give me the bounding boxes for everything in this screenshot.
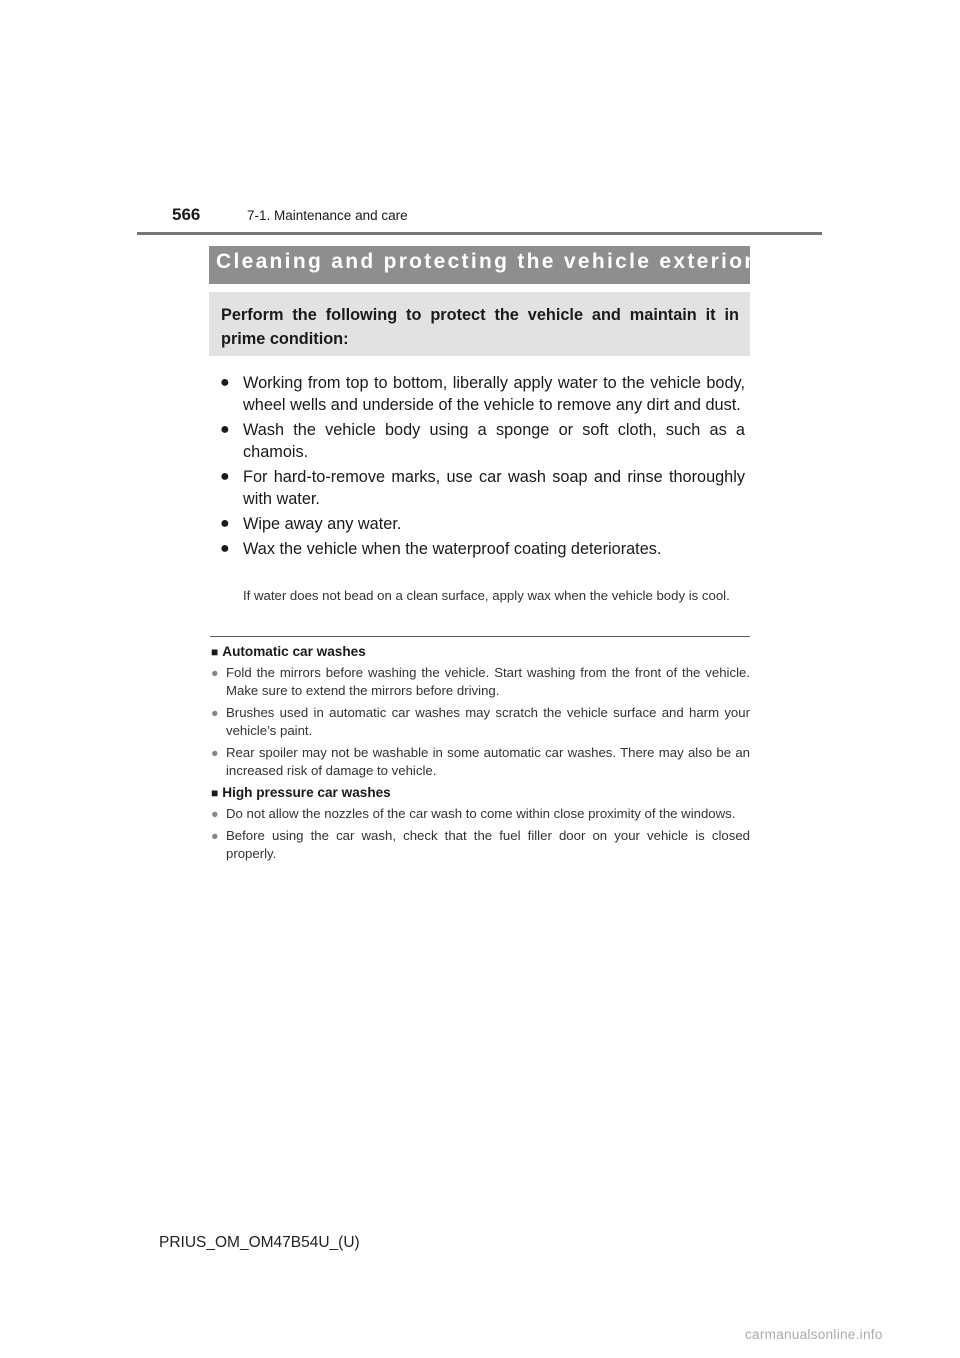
dot-icon: ●: [211, 829, 219, 843]
step-text: For hard-to-remove marks, use car wash soap and rinse thoroughly with water.: [243, 468, 745, 508]
note-group-title: Automatic car washes: [222, 644, 366, 659]
list-item: [211, 827, 750, 863]
dot-icon: ●: [211, 706, 219, 720]
note-text: Do not allow the nozzles of the car wash to come within close proximity of the windows.: [226, 806, 736, 821]
note-text: Fold the mirrors before washing the vehicle. Start washing from the front of the vehicle. Make sure to extend the mirrors before driving.: [226, 665, 750, 698]
dot-icon: ●: [211, 666, 219, 680]
page-title: Cleaning and protecting the vehicle exterior: [216, 250, 755, 273]
step-text: Wash the vehicle body using a sponge or soft cloth, such as a chamois.: [243, 421, 745, 461]
title-bar: [209, 246, 755, 284]
square-bullet-icon: ■: [211, 645, 219, 659]
footer-code: PRIUS_OM_OM47B54U_(U): [159, 1234, 360, 1251]
bullet-icon: ●: [220, 468, 230, 485]
steps-list: [220, 372, 745, 563]
square-bullet-icon: ■: [211, 786, 219, 800]
list-item: [211, 704, 750, 740]
step-text: Working from top to bottom, liberally apply water to the vehicle body, wheel wells and underside of the vehicle to remove any dirt and dust.: [243, 374, 745, 414]
list-item: [220, 372, 745, 416]
note-group-list: [211, 664, 750, 780]
watermark: carmanualsonline.info: [745, 1327, 883, 1342]
note-group-title: High pressure car washes: [222, 785, 391, 800]
list-item: [211, 805, 750, 823]
list-item: [211, 664, 750, 700]
section-label: 7-1. Maintenance and care: [247, 208, 408, 223]
page-number: 566: [172, 205, 201, 224]
dot-icon: ●: [211, 807, 219, 821]
note-group-heading: [211, 643, 750, 661]
dot-icon: ●: [211, 746, 219, 760]
step-text: Wax the vehicle when the waterproof coating deteriorates.: [243, 540, 662, 558]
bullet-icon: ●: [220, 374, 230, 391]
intro-box: Perform the following to protect the vehicle and maintain it in prime condition:: [209, 292, 750, 356]
note-text: Rear spoiler may not be washable in some automatic car washes. There may also be an increased risk of damage to vehicle.: [226, 745, 750, 778]
notes-section: [211, 643, 750, 867]
bullet-icon: ●: [220, 515, 230, 532]
list-item: [220, 513, 745, 535]
bullet-icon: ●: [220, 540, 230, 557]
note-text: Brushes used in automatic car washes may scratch the vehicle surface and harm your vehicle’s paint.: [226, 705, 750, 738]
bullet-icon: ●: [220, 421, 230, 438]
note-group-heading: [211, 784, 750, 802]
list-item: [220, 466, 745, 510]
list-item: [220, 419, 745, 463]
header-rule: [137, 232, 822, 235]
note-text: Before using the car wash, check that the fuel filler door on your vehicle is closed properly.: [226, 828, 750, 861]
list-item: [220, 538, 745, 560]
list-item: [211, 744, 750, 780]
note-group-list: [211, 805, 750, 863]
divider: [210, 636, 750, 637]
step-note: If water does not bead on a clean surface, apply wax when the vehicle body is cool.: [243, 588, 730, 603]
step-text: Wipe away any water.: [243, 515, 402, 533]
